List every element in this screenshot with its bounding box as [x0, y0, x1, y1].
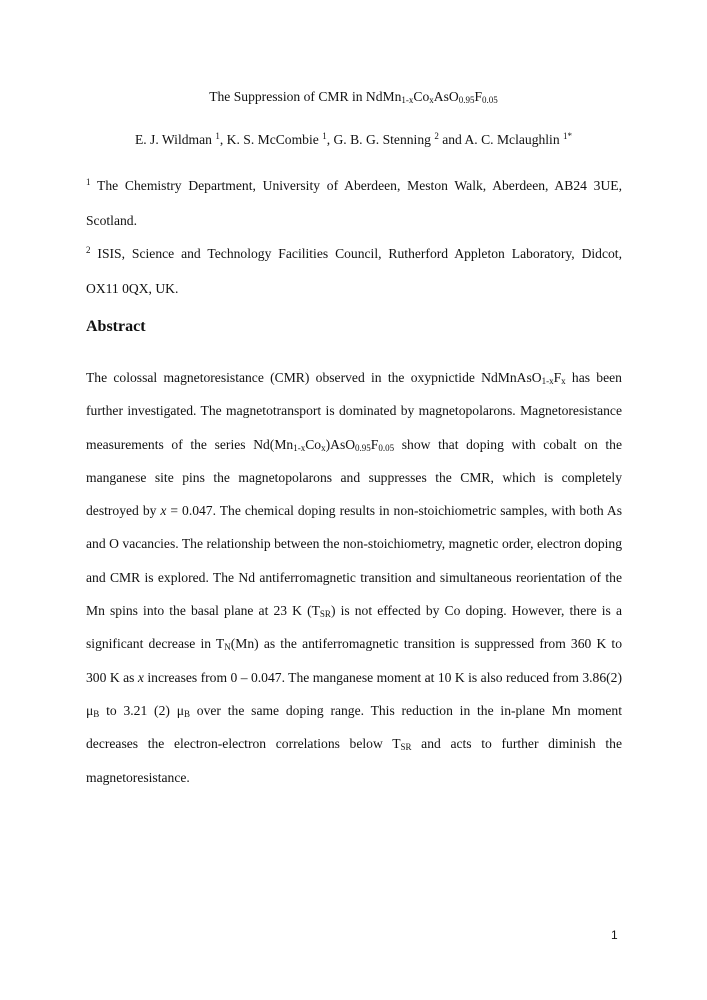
abstract-heading: Abstract — [86, 318, 146, 335]
page-number: 1 — [611, 928, 618, 942]
affiliation-2: $^2$ ISIS, Science and Technology Facilities Council, Rutherford Appleton Laboratory, Didcot, OX11 0QX, UK. — [86, 245, 622, 296]
affiliation-1: $^1$ The Chemistry Department, University of Aberdeen, Meston Walk, Aberdeen, AB24 3UE, Scotland. — [86, 177, 622, 228]
abstract-body: The colossal magnetoresistance (CMR) observed in the oxypnictide $NdMnAsO_{1-x}F_x$ has been further investigated. The magnetotransport is dominated by magnetopolarons. Magnetoresistance measurements of the series $Nd(Mn_{1-x}Co_x)AsO_{0.95}F_{0.05}$ show that doping with cobalt on the manganese site pins the magnetopolarons and suppresses the CMR, which is completely destroyed by x = 0.047. The chemical doping results in non-stoichiometric samples, with both As and O vacancies. The relationship between the non-stoichiometry, magnetic order, electron doping and CMR is explored. The Nd antiferromagnetic transition and simultaneous reorientation of the Mn spins into the basal plane at 23 K $(T_{SR})$ is not effected by Co doping. However, there is a significant decrease in $T_N(Mn)$ as the antiferromagnetic transition is suppressed from 360 K to 300 K as x increases from 0 – 0.047. The manganese moment at 10 K is also reduced from 3.86(2) $\mu_B$ to 3.21 (2) $\mu_B$ over the same doping range. This reduction in the in-plane Mn moment decreases the electron-electron correlations below $T_{SR}$ and acts to further diminish the magnetoresistance. — [86, 370, 622, 785]
paper-title: The Suppression of CMR in $NdMn_{1-x}Co_xAsO_{0.95}F_{0.05}$ — [209, 89, 498, 105]
author-list: E. J. Wildman $^1$, K. S. McCombie $^1$, G. B. G. Stenning $^2$ and A. C. Mclaughlin $^{1*}$ — [134, 131, 573, 147]
